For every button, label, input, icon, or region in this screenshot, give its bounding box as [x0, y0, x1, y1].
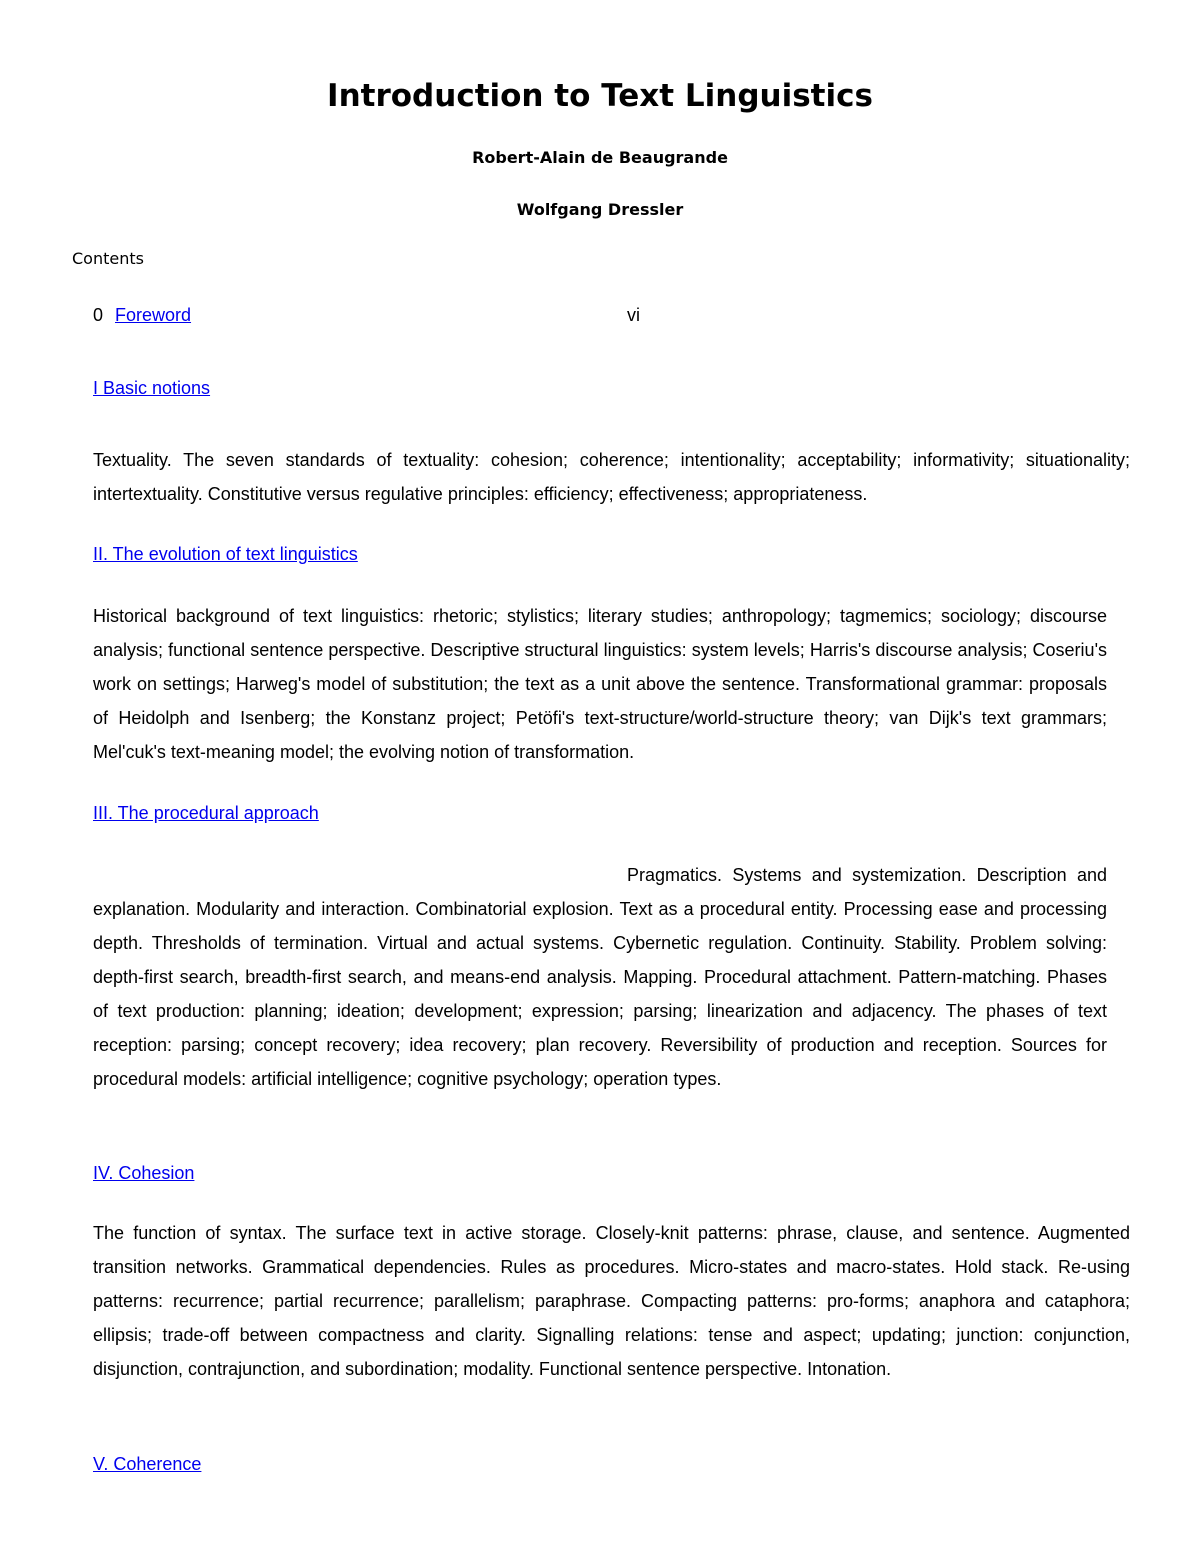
section-description-evolution: Historical background of text linguistics: rhetoric; stylistics; literary studies; anthropology; tagmemics; sociology; discourse analysis; functional sentence perspective. Descriptive structural linguistics: system levels; Harris's discourse analysis; Coseriu's work on settings; Harweg's model of substitution; the text as a unit above the sentence. Transformational grammar: proposals of Heidolph and Isenberg; the Konstanz project; Petöfi's text-structure/world-structure theory; van Dijk's text grammars; Mel'cuk's text-meaning model; the evolving notion of transformation.: [93, 606, 1107, 762]
author-2: Wolfgang Dressler: [516, 200, 684, 219]
toc-foreword-number: 0: [93, 305, 104, 325]
section-description-procedural-approach: Pragmatics. Systems and systemization. Description and explanation. Modularity and interaction. Combinatorial explosion. Text as a procedural entity. Processing ease and processing depth. Thresholds of termination. Virtual and actual systems. Cybernetic regulation. Continuity. Stability. Problem solving: depth-first search, breadth-first search, and means-end analysis. Mapping. Procedural attachment. Pattern-matching. Phases of text production: planning; ideation; development; expression; parsing; linearization and adjacency. The phases of text reception: parsing; concept recovery; idea recovery; plan recovery. Reversibility of production and reception. Sources for procedural models: artificial intelligence; cognitive psychology; operation types.: [93, 865, 1107, 1089]
section-description-basic-notions: Textuality. The seven standards of textuality: cohesion; coherence; intentionality; acceptability; informativity; situationality; intertextuality. Constitutive versus regulative principles: efficiency; effectiveness; appropriateness.: [93, 450, 1130, 504]
author-1: Robert-Alain de Beaugrande: [472, 148, 728, 167]
section-description-cohesion: The function of syntax. The surface text in active storage. Closely-knit patterns: phrase, clause, and sentence. Augmented transition networks. Grammatical dependencies. Rules as procedures. Micro-states and macro-states. Hold stack. Re-using patterns: recurrence; partial recurrence; parallelism; paraphrase. Compacting patterns: pro-forms; anaphora and cataphora; ellipsis; trade-off between compactness and clarity. Signalling relations: tense and aspect; updating; junction: conjunction, disjunction, contrajunction, and subordination; modality. Functional sentence perspective. Intonation.: [93, 1223, 1130, 1379]
contents-heading: Contents: [72, 249, 144, 268]
section-link-procedural-approach[interactable]: III. The procedural approach: [93, 803, 319, 823]
section-link-basic-notions[interactable]: I Basic notions: [93, 378, 211, 398]
toc-entry-foreword: [93, 303, 693, 327]
document-title: Introduction to Text Linguistics: [327, 78, 873, 114]
section-link-cohesion[interactable]: IV. Cohesion: [93, 1163, 195, 1183]
toc-foreword-page: vi: [627, 305, 640, 325]
section-link-evolution[interactable]: II. The evolution of text linguistics: [93, 544, 358, 564]
foreword-link[interactable]: Foreword: [115, 305, 192, 325]
section-link-coherence[interactable]: V. Coherence: [93, 1454, 202, 1474]
